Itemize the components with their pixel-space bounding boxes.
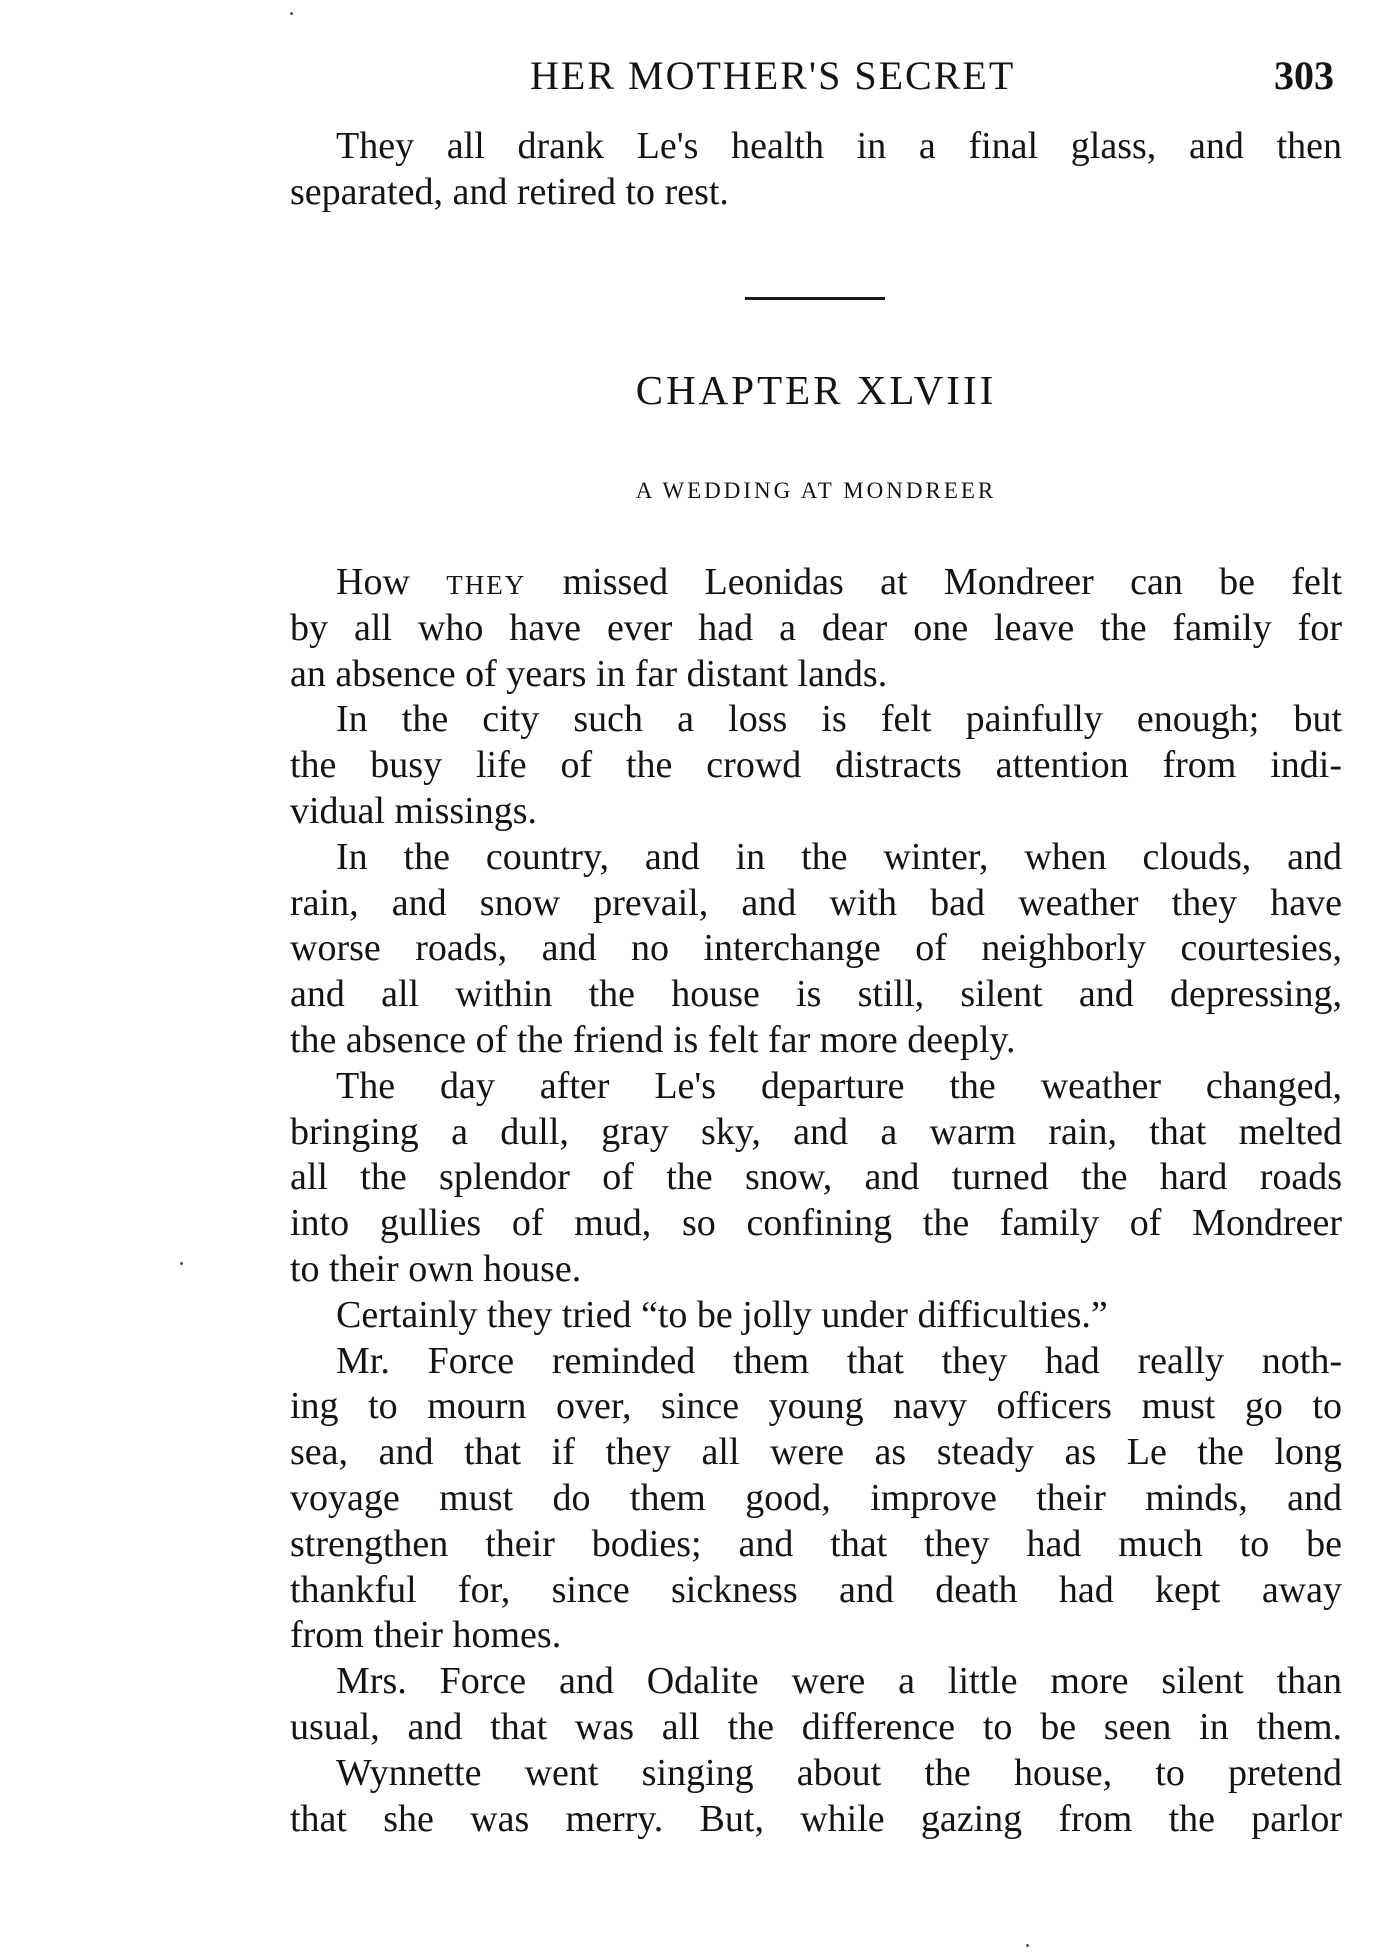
- paragraph: [290, 1064, 1342, 1293]
- text-line: from their homes.: [290, 1614, 562, 1657]
- text-line: voyage must do them good, improve their minds, and: [290, 1476, 1342, 1519]
- first-line-rest: missed Leonidas at Mondreer can be felt: [562, 561, 1343, 603]
- chapter-subtitle: A WEDDING AT MONDREER: [635, 478, 997, 503]
- text-line: rain, and snow prevail, and with bad weather they have: [290, 881, 1342, 924]
- opening-paragraph: [290, 124, 1342, 216]
- text-line: by all who have ever had a dear one leave the family for: [290, 606, 1342, 649]
- text-line: all the splendor of the snow, and turned the hard roads: [290, 1156, 1342, 1199]
- text-line: bringing a dull, gray sky, and a warm rain, that melted: [290, 1110, 1342, 1153]
- scan-speck: [290, 12, 293, 15]
- page-number: 303: [1274, 53, 1334, 98]
- chapter-title: CHAPTER XLVIII: [635, 367, 997, 413]
- paragraph: [290, 1659, 1342, 1751]
- text-line: into gullies of mud, so confining the family of Mondreer: [290, 1202, 1342, 1245]
- text-line: and all within the house is still, silent and depressing,: [290, 973, 1342, 1016]
- text-line: ing to mourn over, since young navy officers must go to: [290, 1385, 1342, 1428]
- text-line: Certainly they tried “to be jolly under difficulties.”: [336, 1293, 1108, 1336]
- text-line: Mrs. Force and Odalite were a little more silent than: [336, 1660, 1342, 1703]
- text-line: The day after Le's departure the weather changed,: [336, 1064, 1342, 1107]
- running-head-title: HER MOTHER'S SECRET: [530, 53, 1016, 98]
- text-line: worse roads, and no interchange of neighborly courtesies,: [290, 927, 1342, 970]
- scan-speck: [180, 1262, 183, 1265]
- lead-smallcaps: THEY: [446, 570, 527, 600]
- text-line: to their own house.: [290, 1247, 582, 1290]
- text-line: thankful for, since sickness and death had kept away: [290, 1568, 1342, 1611]
- text-line: Wynnette went singing about the house, to pretend: [336, 1751, 1342, 1794]
- paragraph: [290, 835, 1342, 1064]
- paragraph: [290, 560, 1342, 697]
- text-line: vidual missings.: [290, 789, 538, 832]
- text-line: the busy life of the crowd distracts attention from indi-: [290, 744, 1342, 787]
- chapter-body: [290, 560, 1342, 1842]
- section-divider: [745, 297, 885, 300]
- text-line: the absence of the friend is felt far more deeply.: [290, 1018, 1016, 1061]
- text-line: Mr. Force reminded them that they had really noth-: [336, 1339, 1342, 1382]
- text-line: In the city such a loss is felt painfully enough; but: [336, 698, 1342, 741]
- text-line: usual, and that was all the difference to be seen in them.: [290, 1705, 1342, 1748]
- text-line: strengthen their bodies; and that they had much to be: [290, 1522, 1342, 1565]
- lead-word: How: [336, 561, 410, 603]
- paragraph: [290, 1751, 1342, 1843]
- running-head: [290, 52, 1350, 102]
- text-line: They all drank Le's health in a final glass, and then: [336, 125, 1342, 167]
- scan-speck: [1026, 1944, 1029, 1947]
- paragraph: [290, 697, 1342, 834]
- paragraph: [290, 1293, 1342, 1339]
- text-line: In the country, and in the winter, when clouds, and: [336, 835, 1342, 878]
- text-line: separated, and retired to rest.: [290, 170, 729, 213]
- text-line: an absence of years in far distant lands.: [290, 652, 888, 695]
- text-line: [290, 560, 1342, 606]
- text-line: sea, and that if they all were as steady as Le the long: [290, 1431, 1342, 1474]
- text-line: that she was merry. But, while gazing from the parlor: [290, 1797, 1342, 1840]
- paragraph: [290, 1339, 1342, 1660]
